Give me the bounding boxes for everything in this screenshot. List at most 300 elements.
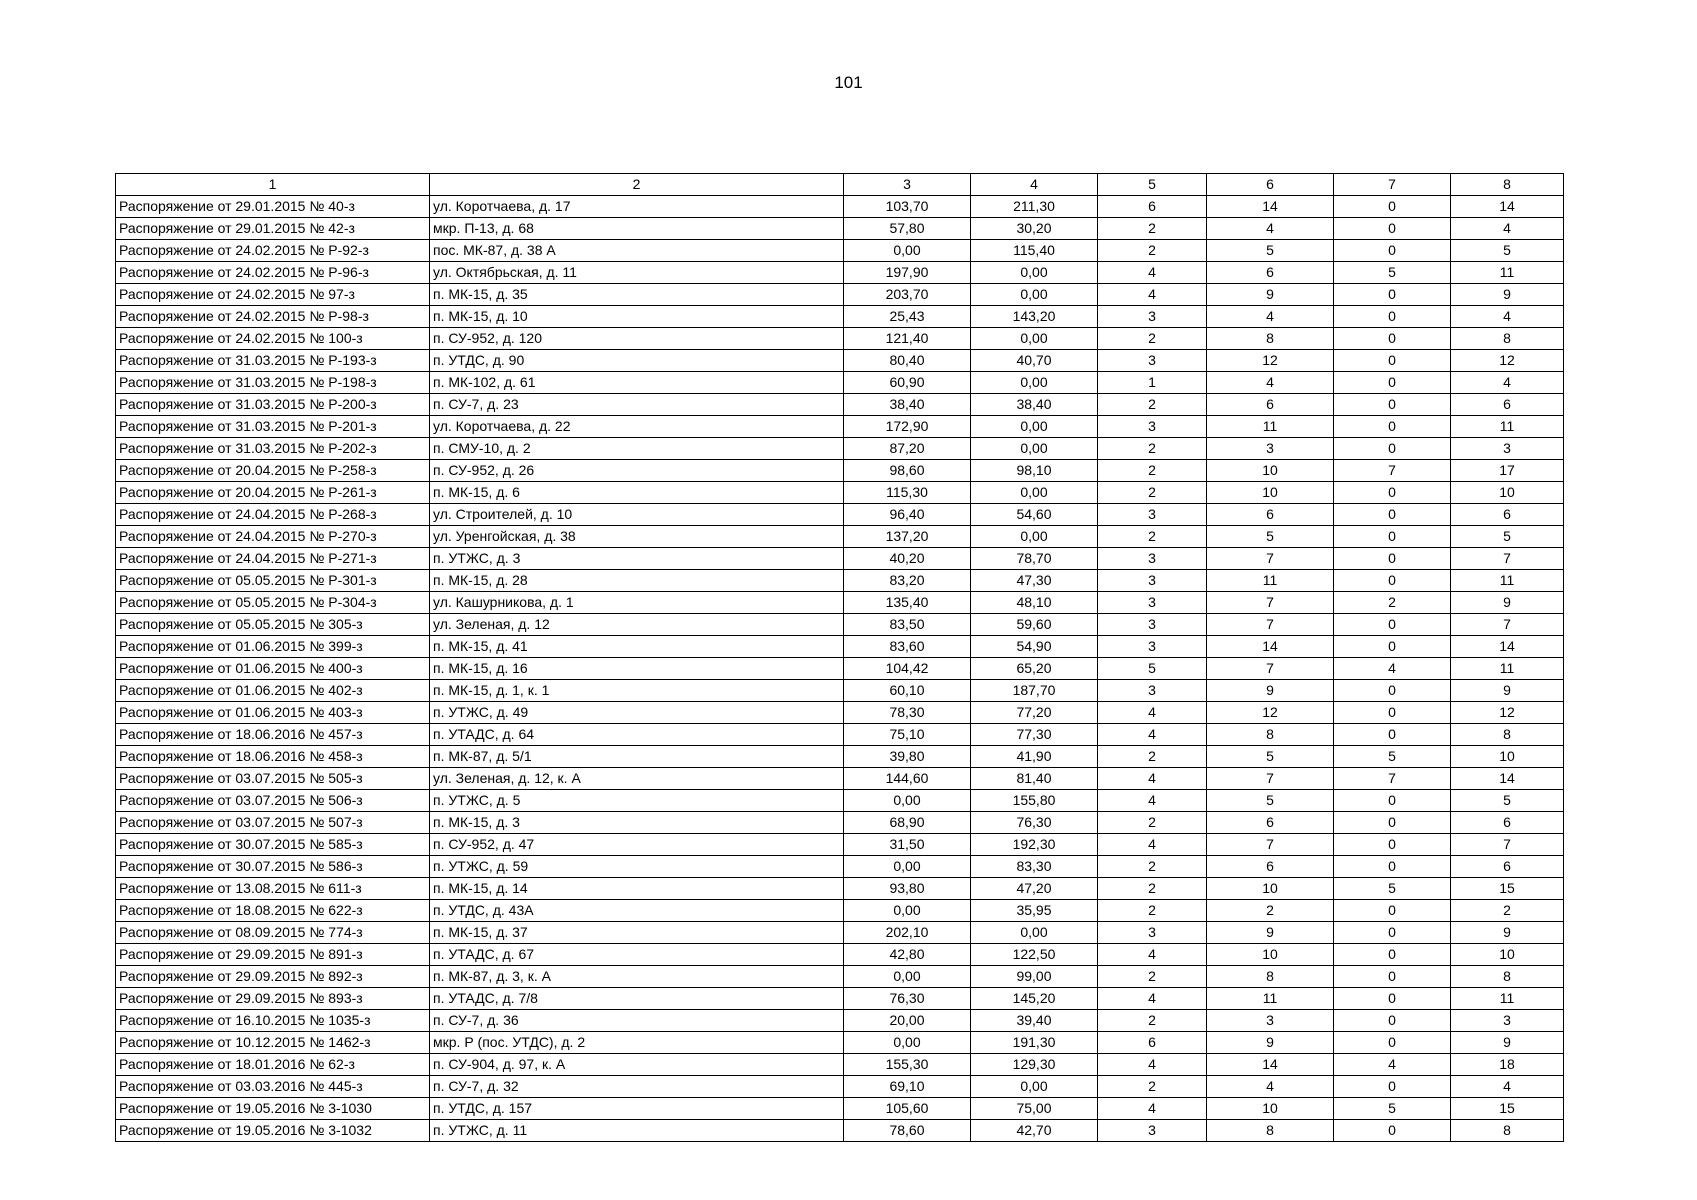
value-cell: 0 xyxy=(1334,966,1451,988)
table-row xyxy=(116,680,1564,702)
address-cell: п. СУ-952, д. 47 xyxy=(430,834,844,856)
value-cell: 41,90 xyxy=(971,746,1098,768)
value-cell: 3 xyxy=(1098,922,1207,944)
value-cell: 5 xyxy=(1451,240,1564,262)
address-cell: ул. Кашурникова, д. 1 xyxy=(430,592,844,614)
table-row xyxy=(116,504,1564,526)
address-cell: п. МК-87, д. 5/1 xyxy=(430,746,844,768)
value-cell: 7 xyxy=(1334,768,1451,790)
value-cell: 3 xyxy=(1207,1010,1334,1032)
document-cell: Распоряжение от 18.08.2015 № 622-з xyxy=(116,900,430,922)
value-cell: 5 xyxy=(1207,746,1334,768)
value-cell: 105,60 xyxy=(844,1098,971,1120)
value-cell: 78,30 xyxy=(844,702,971,724)
value-cell: 14 xyxy=(1451,768,1564,790)
value-cell: 5 xyxy=(1207,790,1334,812)
value-cell: 0 xyxy=(1334,1076,1451,1098)
value-cell: 5 xyxy=(1334,262,1451,284)
value-cell: 0,00 xyxy=(844,900,971,922)
address-cell: п. МК-15, д. 35 xyxy=(430,284,844,306)
value-cell: 3 xyxy=(1098,350,1207,372)
value-cell: 3 xyxy=(1098,416,1207,438)
value-cell: 11 xyxy=(1451,416,1564,438)
value-cell: 42,80 xyxy=(844,944,971,966)
table-row xyxy=(116,1032,1564,1054)
value-cell: 39,80 xyxy=(844,746,971,768)
value-cell: 3 xyxy=(1207,438,1334,460)
table-row xyxy=(116,284,1564,306)
value-cell: 7 xyxy=(1451,834,1564,856)
document-cell: Распоряжение от 05.05.2015 № Р-304-з xyxy=(116,592,430,614)
value-cell: 11 xyxy=(1451,570,1564,592)
value-cell: 2 xyxy=(1098,328,1207,350)
value-cell: 11 xyxy=(1207,570,1334,592)
value-cell: 2 xyxy=(1207,900,1334,922)
document-cell: Распоряжение от 18.06.2016 № 457-з xyxy=(116,724,430,746)
value-cell: 9 xyxy=(1207,922,1334,944)
document-cell: Распоряжение от 24.04.2015 № Р-271-з xyxy=(116,548,430,570)
address-cell: п. СУ-952, д. 26 xyxy=(430,460,844,482)
data-table xyxy=(115,173,1564,1142)
document-cell: Распоряжение от 24.02.2015 № 97-з xyxy=(116,284,430,306)
value-cell: 6 xyxy=(1451,856,1564,878)
value-cell: 144,60 xyxy=(844,768,971,790)
value-cell: 115,30 xyxy=(844,482,971,504)
value-cell: 47,20 xyxy=(971,878,1098,900)
value-cell: 4 xyxy=(1334,1054,1451,1076)
value-cell: 0 xyxy=(1334,702,1451,724)
value-cell: 25,43 xyxy=(844,306,971,328)
address-cell: п. УТЖС, д. 59 xyxy=(430,856,844,878)
address-cell: п. МК-15, д. 10 xyxy=(430,306,844,328)
value-cell: 0,00 xyxy=(844,1032,971,1054)
document-cell: Распоряжение от 05.05.2015 № Р-301-з xyxy=(116,570,430,592)
table-row xyxy=(116,1120,1564,1142)
value-cell: 0 xyxy=(1334,394,1451,416)
value-cell: 4 xyxy=(1451,306,1564,328)
address-cell: п. СМУ-10, д. 2 xyxy=(430,438,844,460)
value-cell: 5 xyxy=(1334,1098,1451,1120)
table-header xyxy=(116,174,1564,196)
value-cell: 155,30 xyxy=(844,1054,971,1076)
value-cell: 145,20 xyxy=(971,988,1098,1010)
table-row xyxy=(116,944,1564,966)
value-cell: 0 xyxy=(1334,790,1451,812)
value-cell: 38,40 xyxy=(971,394,1098,416)
address-cell: мкр. Р (пос. УТДС), д. 2 xyxy=(430,1032,844,1054)
value-cell: 2 xyxy=(1098,218,1207,240)
value-cell: 83,20 xyxy=(844,570,971,592)
header-row xyxy=(116,174,1564,196)
address-cell: ул. Октябрьская, д. 11 xyxy=(430,262,844,284)
document-cell: Распоряжение от 29.09.2015 № 893-з xyxy=(116,988,430,1010)
value-cell: 75,10 xyxy=(844,724,971,746)
value-cell: 5 xyxy=(1098,658,1207,680)
value-cell: 5 xyxy=(1451,790,1564,812)
address-cell: п. МК-15, д. 16 xyxy=(430,658,844,680)
document-cell: Распоряжение от 18.01.2016 № 62-з xyxy=(116,1054,430,1076)
address-cell: п. УТДС, д. 90 xyxy=(430,350,844,372)
value-cell: 129,30 xyxy=(971,1054,1098,1076)
address-cell: ул. Зеленая, д. 12 xyxy=(430,614,844,636)
value-cell: 0 xyxy=(1334,900,1451,922)
value-cell: 6 xyxy=(1207,394,1334,416)
column-header: 5 xyxy=(1098,174,1207,196)
document-cell: Распоряжение от 03.07.2015 № 507-з xyxy=(116,812,430,834)
value-cell: 5 xyxy=(1334,878,1451,900)
value-cell: 4 xyxy=(1098,702,1207,724)
value-cell: 6 xyxy=(1451,812,1564,834)
value-cell: 9 xyxy=(1451,284,1564,306)
table-row xyxy=(116,482,1564,504)
value-cell: 197,90 xyxy=(844,262,971,284)
table-row xyxy=(116,350,1564,372)
value-cell: 2 xyxy=(1098,482,1207,504)
address-cell: ул. Уренгойская, д. 38 xyxy=(430,526,844,548)
value-cell: 98,10 xyxy=(971,460,1098,482)
value-cell: 4 xyxy=(1098,724,1207,746)
address-cell: п. МК-102, д. 61 xyxy=(430,372,844,394)
document-cell: Распоряжение от 31.03.2015 № Р-201-з xyxy=(116,416,430,438)
value-cell: 10 xyxy=(1451,746,1564,768)
value-cell: 2 xyxy=(1098,460,1207,482)
table-row xyxy=(116,900,1564,922)
value-cell: 54,60 xyxy=(971,504,1098,526)
value-cell: 8 xyxy=(1451,966,1564,988)
value-cell: 0 xyxy=(1334,1032,1451,1054)
document-cell: Распоряжение от 18.06.2016 № 458-з xyxy=(116,746,430,768)
value-cell: 0,00 xyxy=(844,790,971,812)
value-cell: 15 xyxy=(1451,1098,1564,1120)
value-cell: 87,20 xyxy=(844,438,971,460)
table-row xyxy=(116,240,1564,262)
value-cell: 54,90 xyxy=(971,636,1098,658)
value-cell: 9 xyxy=(1451,922,1564,944)
document-cell: Распоряжение от 03.03.2016 № 445-з xyxy=(116,1076,430,1098)
table-body xyxy=(116,196,1564,1142)
value-cell: 6 xyxy=(1098,1032,1207,1054)
address-cell: п. СУ-7, д. 23 xyxy=(430,394,844,416)
value-cell: 9 xyxy=(1451,680,1564,702)
value-cell: 0,00 xyxy=(971,284,1098,306)
value-cell: 0 xyxy=(1334,812,1451,834)
value-cell: 0 xyxy=(1334,922,1451,944)
value-cell: 0 xyxy=(1334,350,1451,372)
value-cell: 3 xyxy=(1098,680,1207,702)
address-cell: п. УТДС, д. 157 xyxy=(430,1098,844,1120)
address-cell: п. УТДС, д. 43А xyxy=(430,900,844,922)
value-cell: 2 xyxy=(1098,438,1207,460)
value-cell: 3 xyxy=(1098,570,1207,592)
value-cell: 2 xyxy=(1098,878,1207,900)
address-cell: п. УТЖС, д. 5 xyxy=(430,790,844,812)
value-cell: 0 xyxy=(1334,988,1451,1010)
value-cell: 0 xyxy=(1334,306,1451,328)
table-row xyxy=(116,834,1564,856)
address-cell: мкр. П-13, д. 68 xyxy=(430,218,844,240)
value-cell: 0 xyxy=(1334,218,1451,240)
value-cell: 14 xyxy=(1207,196,1334,218)
value-cell: 78,70 xyxy=(971,548,1098,570)
value-cell: 65,20 xyxy=(971,658,1098,680)
value-cell: 155,80 xyxy=(971,790,1098,812)
value-cell: 0 xyxy=(1334,834,1451,856)
value-cell: 2 xyxy=(1098,1076,1207,1098)
address-cell: п. МК-15, д. 1, к. 1 xyxy=(430,680,844,702)
column-header: 7 xyxy=(1334,174,1451,196)
document-cell: Распоряжение от 10.12.2015 № 1462-з xyxy=(116,1032,430,1054)
value-cell: 12 xyxy=(1207,350,1334,372)
address-cell: п. СУ-7, д. 32 xyxy=(430,1076,844,1098)
value-cell: 202,10 xyxy=(844,922,971,944)
value-cell: 10 xyxy=(1207,1098,1334,1120)
address-cell: п. СУ-904, д. 97, к. А xyxy=(430,1054,844,1076)
address-cell: п. МК-15, д. 37 xyxy=(430,922,844,944)
value-cell: 6 xyxy=(1207,812,1334,834)
value-cell: 4 xyxy=(1207,1076,1334,1098)
address-cell: п. СУ-952, д. 120 xyxy=(430,328,844,350)
document-cell: Распоряжение от 24.02.2015 № Р-96-з xyxy=(116,262,430,284)
value-cell: 2 xyxy=(1451,900,1564,922)
value-cell: 0 xyxy=(1334,240,1451,262)
value-cell: 4 xyxy=(1098,944,1207,966)
value-cell: 0 xyxy=(1334,328,1451,350)
address-cell: п. УТАДС, д. 67 xyxy=(430,944,844,966)
value-cell: 0,00 xyxy=(844,966,971,988)
value-cell: 99,00 xyxy=(971,966,1098,988)
address-cell: п. МК-15, д. 3 xyxy=(430,812,844,834)
value-cell: 17 xyxy=(1451,460,1564,482)
value-cell: 14 xyxy=(1451,636,1564,658)
table-row xyxy=(116,526,1564,548)
value-cell: 2 xyxy=(1098,394,1207,416)
value-cell: 10 xyxy=(1207,460,1334,482)
value-cell: 2 xyxy=(1334,592,1451,614)
value-cell: 6 xyxy=(1451,394,1564,416)
value-cell: 1 xyxy=(1098,372,1207,394)
table-row xyxy=(116,636,1564,658)
value-cell: 4 xyxy=(1207,306,1334,328)
table-row xyxy=(116,856,1564,878)
value-cell: 4 xyxy=(1451,1076,1564,1098)
value-cell: 80,40 xyxy=(844,350,971,372)
value-cell: 10 xyxy=(1207,944,1334,966)
document-cell: Распоряжение от 24.02.2015 № 100-з xyxy=(116,328,430,350)
value-cell: 3 xyxy=(1098,614,1207,636)
value-cell: 30,20 xyxy=(971,218,1098,240)
table-row xyxy=(116,746,1564,768)
address-cell: п. МК-15, д. 6 xyxy=(430,482,844,504)
value-cell: 93,80 xyxy=(844,878,971,900)
value-cell: 0 xyxy=(1334,856,1451,878)
table-row xyxy=(116,262,1564,284)
value-cell: 4 xyxy=(1451,372,1564,394)
value-cell: 3 xyxy=(1098,306,1207,328)
value-cell: 81,40 xyxy=(971,768,1098,790)
value-cell: 75,00 xyxy=(971,1098,1098,1120)
table-row xyxy=(116,724,1564,746)
value-cell: 76,30 xyxy=(844,988,971,1010)
document-cell: Распоряжение от 31.03.2015 № Р-198-з xyxy=(116,372,430,394)
value-cell: 192,30 xyxy=(971,834,1098,856)
value-cell: 211,30 xyxy=(971,196,1098,218)
value-cell: 4 xyxy=(1207,372,1334,394)
table-row xyxy=(116,988,1564,1010)
document-cell: Распоряжение от 01.06.2015 № 400-з xyxy=(116,658,430,680)
value-cell: 38,40 xyxy=(844,394,971,416)
table-row xyxy=(116,570,1564,592)
value-cell: 0 xyxy=(1334,482,1451,504)
value-cell: 12 xyxy=(1451,350,1564,372)
document-cell: Распоряжение от 24.04.2015 № Р-268-з xyxy=(116,504,430,526)
value-cell: 0 xyxy=(1334,1120,1451,1142)
table-row xyxy=(116,394,1564,416)
page-number: 101 xyxy=(834,73,863,92)
document-cell: Распоряжение от 19.05.2016 № 3-1032 xyxy=(116,1120,430,1142)
value-cell: 6 xyxy=(1207,262,1334,284)
value-cell: 4 xyxy=(1098,768,1207,790)
value-cell: 8 xyxy=(1207,724,1334,746)
value-cell: 4 xyxy=(1098,1054,1207,1076)
value-cell: 135,40 xyxy=(844,592,971,614)
value-cell: 10 xyxy=(1451,944,1564,966)
value-cell: 3 xyxy=(1451,438,1564,460)
table-row xyxy=(116,1076,1564,1098)
table-row xyxy=(116,878,1564,900)
document-cell: Распоряжение от 29.09.2015 № 891-з xyxy=(116,944,430,966)
value-cell: 0,00 xyxy=(971,482,1098,504)
value-cell: 104,42 xyxy=(844,658,971,680)
value-cell: 42,70 xyxy=(971,1120,1098,1142)
value-cell: 12 xyxy=(1207,702,1334,724)
value-cell: 11 xyxy=(1451,658,1564,680)
value-cell: 8 xyxy=(1451,1120,1564,1142)
document-cell: Распоряжение от 29.01.2015 № 42-з xyxy=(116,218,430,240)
document-cell: Распоряжение от 29.09.2015 № 892-з xyxy=(116,966,430,988)
column-header: 2 xyxy=(430,174,844,196)
value-cell: 0 xyxy=(1334,680,1451,702)
value-cell: 6 xyxy=(1207,856,1334,878)
table-row xyxy=(116,416,1564,438)
value-cell: 0 xyxy=(1334,196,1451,218)
value-cell: 0 xyxy=(1334,504,1451,526)
value-cell: 0 xyxy=(1334,548,1451,570)
value-cell: 77,20 xyxy=(971,702,1098,724)
value-cell: 0 xyxy=(1334,438,1451,460)
document-cell: Распоряжение от 24.02.2015 № Р-92-з xyxy=(116,240,430,262)
column-header: 3 xyxy=(844,174,971,196)
value-cell: 0,00 xyxy=(971,262,1098,284)
value-cell: 14 xyxy=(1451,196,1564,218)
value-cell: 10 xyxy=(1451,482,1564,504)
value-cell: 4 xyxy=(1334,658,1451,680)
value-cell: 14 xyxy=(1207,636,1334,658)
address-cell: п. УТЖС, д. 3 xyxy=(430,548,844,570)
value-cell: 121,40 xyxy=(844,328,971,350)
address-cell: п. УТАДС, д. 7/8 xyxy=(430,988,844,1010)
value-cell: 9 xyxy=(1207,1032,1334,1054)
address-cell: п. МК-15, д. 41 xyxy=(430,636,844,658)
value-cell: 0,00 xyxy=(971,526,1098,548)
value-cell: 0 xyxy=(1334,372,1451,394)
value-cell: 40,70 xyxy=(971,350,1098,372)
table-row xyxy=(116,1010,1564,1032)
document-cell: Распоряжение от 24.02.2015 № Р-98-з xyxy=(116,306,430,328)
value-cell: 0 xyxy=(1334,416,1451,438)
document-cell: Распоряжение от 19.05.2016 № 3-1030 xyxy=(116,1098,430,1120)
value-cell: 7 xyxy=(1207,548,1334,570)
value-cell: 7 xyxy=(1207,592,1334,614)
document-cell: Распоряжение от 03.07.2015 № 505-з xyxy=(116,768,430,790)
value-cell: 0 xyxy=(1334,1010,1451,1032)
table-row xyxy=(116,702,1564,724)
address-cell: ул. Зеленая, д. 12, к. А xyxy=(430,768,844,790)
value-cell: 4 xyxy=(1451,218,1564,240)
document-cell: Распоряжение от 01.06.2015 № 402-з xyxy=(116,680,430,702)
address-cell: п. УТЖС, д. 11 xyxy=(430,1120,844,1142)
value-cell: 8 xyxy=(1207,1120,1334,1142)
value-cell: 137,20 xyxy=(844,526,971,548)
value-cell: 143,20 xyxy=(971,306,1098,328)
value-cell: 3 xyxy=(1098,504,1207,526)
value-cell: 0 xyxy=(1334,614,1451,636)
value-cell: 18 xyxy=(1451,1054,1564,1076)
value-cell: 0,00 xyxy=(971,372,1098,394)
table-row xyxy=(116,614,1564,636)
value-cell: 4 xyxy=(1098,262,1207,284)
document-cell: Распоряжение от 08.09.2015 № 774-з xyxy=(116,922,430,944)
document-cell: Распоряжение от 31.03.2015 № Р-200-з xyxy=(116,394,430,416)
document-cell: Распоряжение от 16.10.2015 № 1035-з xyxy=(116,1010,430,1032)
value-cell: 39,40 xyxy=(971,1010,1098,1032)
value-cell: 76,30 xyxy=(971,812,1098,834)
address-cell: ул. Коротчаева, д. 17 xyxy=(430,196,844,218)
value-cell: 3 xyxy=(1098,1120,1207,1142)
value-cell: 3 xyxy=(1098,592,1207,614)
value-cell: 3 xyxy=(1098,636,1207,658)
value-cell: 0 xyxy=(1334,570,1451,592)
value-cell: 7 xyxy=(1451,614,1564,636)
table-row xyxy=(116,1054,1564,1076)
document-cell: Распоряжение от 20.04.2015 № Р-261-з xyxy=(116,482,430,504)
address-cell: п. МК-15, д. 28 xyxy=(430,570,844,592)
table-row xyxy=(116,460,1564,482)
value-cell: 115,40 xyxy=(971,240,1098,262)
value-cell: 4 xyxy=(1098,988,1207,1010)
value-cell: 122,50 xyxy=(971,944,1098,966)
value-cell: 8 xyxy=(1207,966,1334,988)
address-cell: п. МК-15, д. 14 xyxy=(430,878,844,900)
value-cell: 2 xyxy=(1098,746,1207,768)
column-header: 8 xyxy=(1451,174,1564,196)
value-cell: 203,70 xyxy=(844,284,971,306)
address-cell: п. УТЖС, д. 49 xyxy=(430,702,844,724)
address-cell: п. СУ-7, д. 36 xyxy=(430,1010,844,1032)
value-cell: 0 xyxy=(1334,284,1451,306)
document-cell: Распоряжение от 31.03.2015 № Р-193-з xyxy=(116,350,430,372)
value-cell: 4 xyxy=(1098,1098,1207,1120)
value-cell: 11 xyxy=(1207,988,1334,1010)
table-row xyxy=(116,218,1564,240)
value-cell: 14 xyxy=(1207,1054,1334,1076)
value-cell: 2 xyxy=(1098,900,1207,922)
value-cell: 8 xyxy=(1207,328,1334,350)
value-cell: 11 xyxy=(1451,988,1564,1010)
value-cell: 2 xyxy=(1098,856,1207,878)
value-cell: 2 xyxy=(1098,1010,1207,1032)
value-cell: 98,60 xyxy=(844,460,971,482)
document-cell: Распоряжение от 20.04.2015 № Р-258-з xyxy=(116,460,430,482)
